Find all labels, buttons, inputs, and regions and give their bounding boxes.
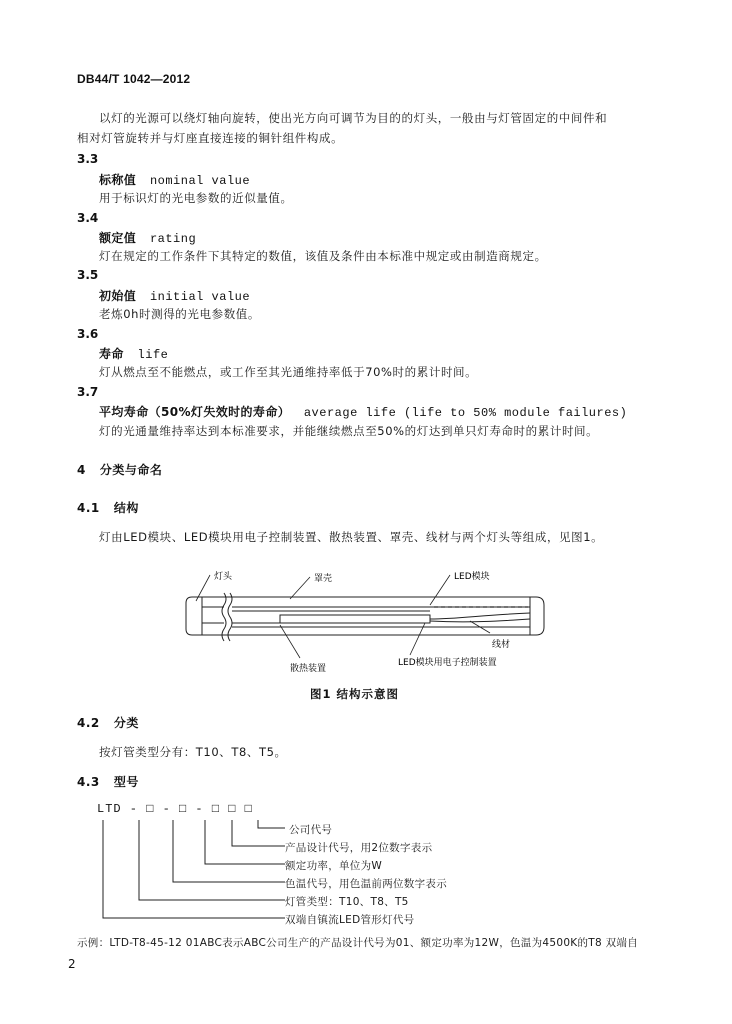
clause-3-3-definition: 用于标识灯的光电参数的近似量值。 [99,191,293,205]
term-chinese: 平均寿命（50%灯失效时的寿命） [99,405,291,419]
section-number: 4.3 [77,775,100,789]
term-chinese: 额定值 [99,231,137,245]
label-lamp-cap: 灯头 [214,572,233,582]
legend-company-code: 公司代号 [289,824,333,836]
clause-3-3-number: 3.3 [77,152,99,166]
term-chinese: 初始值 [99,289,137,303]
section-title: 型号 [113,775,139,789]
term-english: initial value [149,290,251,304]
wire [430,613,530,619]
clause-3-6-definition: 灯从燃点至不能燃点，或工作至其光通维持率低于70%时的累计时间。 [99,365,478,379]
term-english: life [137,348,169,362]
clause-3-6-number: 3.6 [77,327,99,341]
section-number: 4 [77,463,86,477]
term-chinese: 标称值 [99,173,137,187]
standard-number: DB44/T 1042—2012 [77,72,191,86]
clause-3-7-term [99,403,627,420]
definition-3-2-text-line2: 相对灯管旋转并与灯座直接连接的铜针组件构成。 [77,131,344,145]
definition-3-2-text-line1: 以灯的光源可以绕灯轴向旋转，使出光方向可调节为目的的灯头，一般由与灯管固定的中间件和 [99,111,608,125]
page-number: 2 [68,957,76,971]
label-driver: LED模块用电子控制装置 [398,658,497,668]
label-wire: 线材 [492,640,511,650]
section-4-1-heading [77,499,139,516]
term-english: nominal value [149,174,251,188]
section-number: 4.1 [77,501,100,515]
clause-3-7-number: 3.7 [77,385,99,399]
clause-3-4-definition: 灯在规定的工作条件下其特定的数值，该值及条件由本标准中规定或由制造商规定。 [99,249,547,263]
model-code-pattern: LTD - □ - □ - □ □ □ [97,802,253,816]
section-number: 4.2 [77,716,100,730]
section-title: 分类 [113,716,139,730]
figure-1-tube-diagram [180,563,550,683]
section-4-2-heading [77,714,139,731]
figure-1-caption: 图1 结构示意图 [310,687,400,701]
section-4-2-text: 按灯管类型分有：T10、T8、T5。 [99,745,287,759]
legend-tube-type: 灯管类型：T10、T8、T5 [285,896,409,908]
term-chinese: 寿命 [99,347,124,361]
break-mark [222,593,226,641]
model-code-brackets [95,818,295,930]
legend-color-temperature: 色温代号，用色温前两位数字表示 [285,878,447,890]
clause-3-5-definition: 老炼0h时测得的光电参数值。 [99,307,261,321]
clause-3-7-definition: 灯的光通量维持率达到本标准要求，并能继续燃点至50%的灯达到单只灯寿命时的累计时间。 [99,424,599,438]
driver-board [280,615,430,623]
legend-rated-power: 额定功率，单位为W [285,860,383,872]
break-mark [228,593,232,641]
section-title: 分类与命名 [99,463,163,477]
term-english: rating [149,232,197,246]
tube-outline [186,597,544,635]
clause-3-4-number: 3.4 [77,211,99,225]
term-english: average life (life to 50% module failures) [303,406,628,420]
legend-design-code: 产品设计代号，用2位数字表示 [285,842,433,854]
label-cover: 罩壳 [314,574,333,584]
section-4-3-heading [77,773,139,790]
section-title: 结构 [113,501,139,515]
label-led-module: LED模块 [454,572,490,582]
clause-3-6-term [99,345,168,362]
clause-3-5-term [99,287,250,304]
clause-3-4-term [99,229,196,246]
clause-3-3-term [99,171,250,188]
label-heatsink: 散热装置 [290,664,327,674]
section-4-heading [77,461,162,478]
section-4-1-text: 灯由LED模块、LED模块用电子控制装置、散热装置、罩壳、线材与两个灯头等组成，见图1。 [99,530,604,544]
legend-lamp-code: 双端自镇流LED管形灯代号 [285,914,415,926]
clause-3-5-number: 3.5 [77,268,99,282]
model-example: 示例：LTD-T8-45-12 01ABC表示ABC公司生产的产品设计代号为01、额定功率为12W，色温为4500K的T8 双端自 [77,937,639,949]
